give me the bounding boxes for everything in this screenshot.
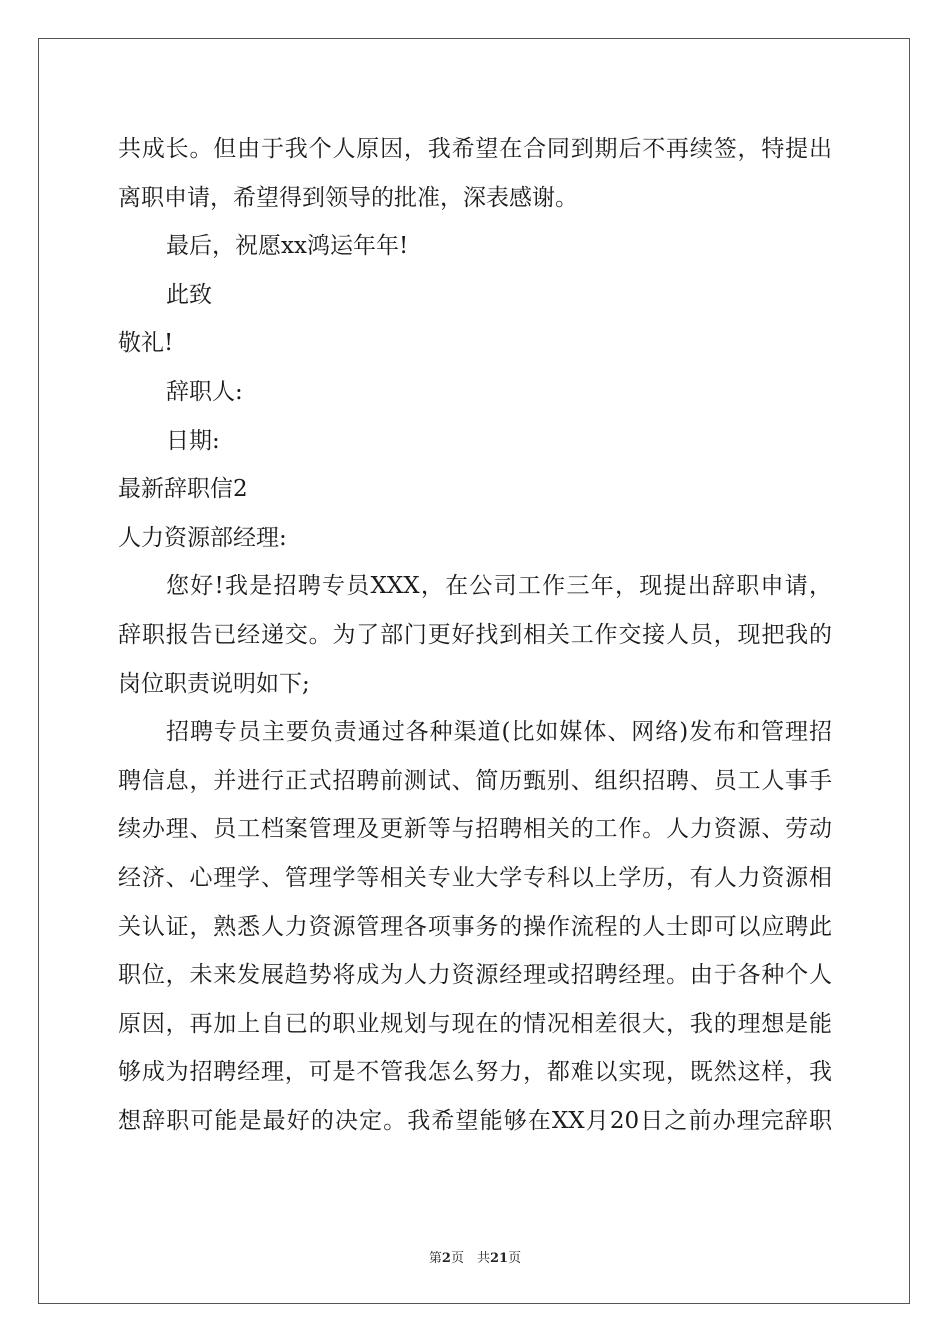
- footer-suffix: 页: [508, 1251, 522, 1266]
- signature-label: 辞职人:: [166, 378, 243, 405]
- text-line-15: 续办理、员工档案管理及更新等与招聘相关的工作。人力资源、劳动: [118, 816, 832, 843]
- salutation-cizhi: 此致: [166, 281, 212, 308]
- footer-middle: 页 共: [450, 1251, 490, 1266]
- text-line-17: 关认证，熟悉人力资源管理各项事务的操作流程的人士即可以应聘此: [118, 913, 832, 940]
- footer-total-pages: 21: [489, 1251, 509, 1266]
- text-line-21: 想辞职可能是最好的决定。我希望能够在XX月20日之前办理完辞职: [118, 1107, 832, 1134]
- section-heading: 最新辞职信2: [118, 476, 248, 503]
- page-footer: [0, 1247, 950, 1266]
- document-body: [118, 125, 832, 1145]
- text-line-16: 经济、心理学、管理学等相关专业大学专科以上学历，有人力资源相: [118, 864, 832, 891]
- text-line-12: 岗位职责说明如下;: [118, 670, 310, 697]
- text-line-11: 辞职报告已经递交。为了部门更好找到相关工作交接人员，现把我的: [118, 621, 832, 648]
- text-line-20: 够成为招聘经理，可是不管我怎么努力，都难以实现，既然这样，我: [118, 1059, 832, 1086]
- date-label: 日期:: [166, 427, 220, 454]
- closing-wish: 最后，祝愿xx鸿运年年!: [166, 233, 409, 260]
- text-line-2: 离职申请，希望得到领导的批准，深表感谢。: [118, 184, 578, 211]
- text-line-10: 您好!我是招聘专员XXX，在公司工作三年，现提出辞职申请，: [166, 573, 832, 600]
- text-line-13: 招聘专员主要负责通过各种渠道(比如媒体、网络)发布和管理招: [166, 719, 832, 746]
- text-line-19: 原因，再加上自已的职业规划与现在的情况相差很大，我的理想是能: [118, 1010, 832, 1037]
- footer-current-page: 2: [441, 1251, 451, 1266]
- salutation-jingli: 敬礼!: [118, 330, 174, 357]
- footer-prefix: 第: [428, 1251, 442, 1266]
- text-line-1: 共成长。但由于我个人原因，我希望在合同到期后不再续签，特提出: [118, 136, 832, 162]
- text-line-18: 职位，未来发展趋势将成为人力资源经理或招聘经理。由于各种个人: [118, 962, 832, 989]
- addressee: 人力资源部经理:: [118, 524, 287, 551]
- text-line-14: 聘信息，并进行正式招聘前测试、简历甄别、组织招聘、员工人事手: [118, 767, 832, 794]
